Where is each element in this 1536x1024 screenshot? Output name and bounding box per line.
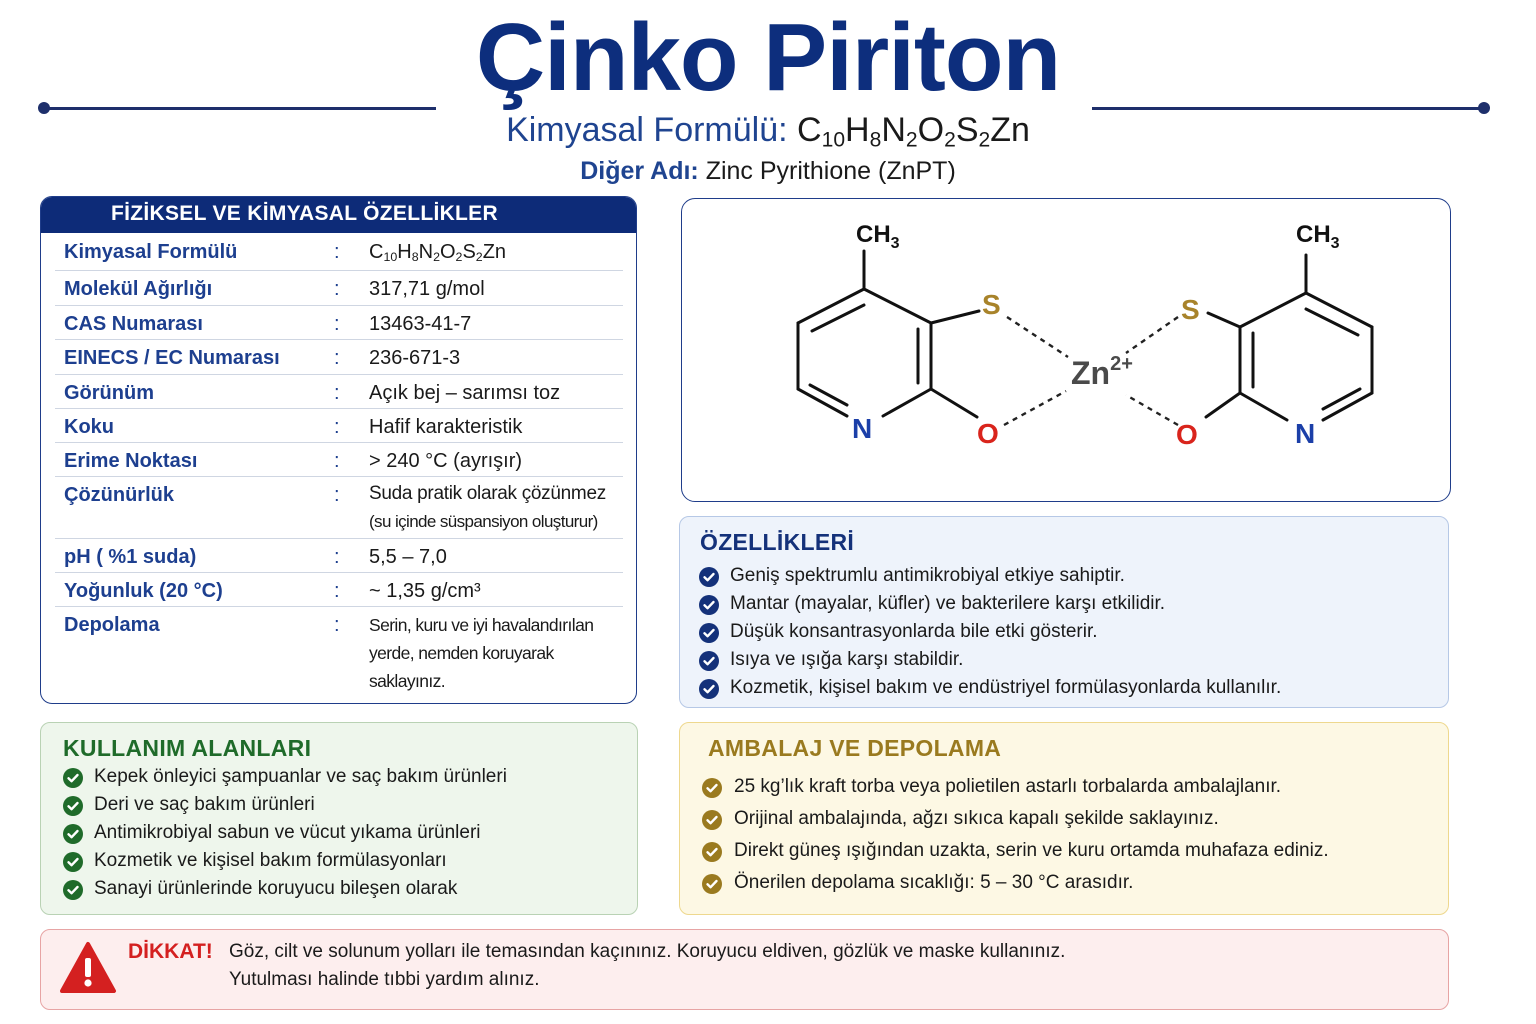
property-key: pH ( %1 suda) [64, 546, 197, 568]
property-row [55, 306, 623, 340]
property-separator: : [334, 484, 340, 506]
property-key: Yoğunluk (20 °C) [64, 580, 223, 602]
coord-bond-o-left [1004, 391, 1066, 425]
property-value: Serin, kuru ve iyi havalandırılan yerde, nemden koruyarak saklayınız. [369, 615, 594, 691]
formula-value: $C_{10}H_8N_2O_2S_2Zn$ [797, 111, 1030, 152]
property-row [55, 409, 623, 443]
check-circle-icon [699, 595, 719, 615]
property-separator: : [334, 278, 340, 300]
molecule-structure [682, 199, 1452, 503]
property-separator: : [334, 313, 340, 335]
property-value: Açık bej – sarımsı toz [369, 382, 561, 404]
check-circle-icon [63, 880, 83, 900]
list-item: Mantar (mayalar, küfler) ve bakterilere karşı etkilidir. [730, 593, 1166, 614]
property-separator: : [334, 382, 340, 404]
properties-card [40, 196, 637, 704]
properties-header: FİZİKSEL VE KİMYASAL ÖZELLİKLER [41, 197, 636, 233]
property-separator: : [334, 580, 340, 602]
other-name-line [0, 156, 1536, 186]
property-row [55, 443, 623, 477]
property-key: Kimyasal Formülü [64, 241, 238, 263]
double-bond-left-b [810, 385, 847, 405]
bond-right-s [1208, 313, 1240, 327]
property-separator: : [334, 614, 340, 636]
property-key: EINECS / EC Numarası [64, 347, 280, 369]
property-value: 13463-41-7 [369, 313, 472, 335]
list-item: Önerilen depolama sıcaklığı: 5 – 30 °C arasıdır. [734, 872, 1134, 893]
check-circle-icon [63, 852, 83, 872]
nitrogen-left-label: N [852, 413, 873, 444]
property-value: 236-671-3 [369, 347, 461, 369]
other-name-value: Zinc Pyrithione (ZnPT) [705, 157, 956, 185]
property-separator: : [334, 546, 340, 568]
list-item: Antimikrobiyal sabun ve vücut yıkama ürünleri [94, 822, 481, 843]
property-separator: : [334, 450, 340, 472]
property-key: Erime Noktası [64, 450, 198, 472]
warning-line-2: Yutulması halinde tıbbi yardım alınız. [229, 969, 540, 990]
warning-label: DİKKAT! [128, 940, 213, 963]
check-circle-icon [702, 874, 722, 894]
list-item: 25 kg’lık kraft torba veya polietilen astarlı torbalarda ambalajlanır. [734, 776, 1282, 797]
bond-left-1 [798, 289, 864, 323]
list-item: Kozmetik ve kişisel bakım formülasyonları [94, 850, 447, 871]
other-name-label: Diğer Adı: [580, 157, 699, 185]
check-circle-icon [63, 796, 83, 816]
bond-left-4 [883, 389, 931, 416]
packaging-card [679, 722, 1449, 915]
property-key: Depolama [64, 614, 160, 636]
check-circle-icon [699, 651, 719, 671]
list-item: Orijinal ambalajında, ağzı sıkıca kapalı şekilde saklayınız. [734, 808, 1219, 829]
property-row [55, 573, 623, 607]
features-card [679, 516, 1449, 708]
list-item: Deri ve saç bakım ürünleri [94, 794, 315, 815]
property-row [55, 539, 623, 573]
property-row [55, 340, 623, 375]
bond-right-1 [1306, 293, 1372, 327]
list-item: Isıya ve ışığa karşı stabildir. [730, 649, 964, 670]
coord-bond-s-left [1007, 317, 1068, 357]
packaging-title: AMBALAJ VE DEPOLAMA [708, 735, 1002, 761]
nitrogen-right-label: N [1295, 418, 1316, 449]
property-value: ~ 1,35 g/cm³ [369, 580, 481, 602]
list-item: Geniş spektrumlu antimikrobiyal etkiye sahiptir. [730, 565, 1125, 586]
property-key: Görünüm [64, 382, 154, 404]
check-circle-icon [702, 778, 722, 798]
warning-triangle-icon [59, 940, 117, 996]
property-value: Hafif karakteristik [369, 416, 523, 438]
check-circle-icon [702, 842, 722, 862]
check-circle-icon [699, 567, 719, 587]
list-item: Kepek önleyici şampuanlar ve saç bakım ürünleri [94, 766, 507, 787]
list-item: Sanayi ürünlerinde koruyucu bileşen olarak [94, 878, 458, 899]
double-bond-right-b [1323, 389, 1360, 409]
features-title: ÖZELLİKLERİ [700, 529, 855, 555]
sulfur-left-label: S [982, 289, 1001, 320]
page-title: Çinko Piriton [475, 4, 1061, 111]
usage-card [40, 722, 638, 915]
check-circle-icon [699, 623, 719, 643]
property-value: 5,5 – 7,0 [369, 546, 447, 568]
property-value: 317,71 g/mol [369, 278, 485, 300]
property-key: Çözünürlük [64, 484, 174, 506]
bond-left-s [931, 311, 979, 323]
formula-label: Kimyasal Formülü: [506, 111, 788, 149]
bond-right-4 [1240, 393, 1287, 420]
bond-left-6 [864, 289, 931, 323]
property-key: Koku [64, 416, 114, 438]
usage-title: KULLANIM ALANLARI [63, 735, 312, 761]
coord-bond-o-right [1126, 395, 1178, 425]
double-bond-right-a [1306, 309, 1358, 335]
property-key: Molekül Ağırlığı [64, 278, 213, 300]
oxygen-left-label: O [977, 418, 999, 449]
property-value: $C_{10}H_8N_2O_2S_2Zn$ [369, 241, 507, 265]
structure-card [681, 198, 1451, 502]
property-value: Suda pratik olarak çözünmez (su içinde süspansiyon oluşturur) [369, 483, 606, 531]
check-circle-icon [63, 824, 83, 844]
ch3-left-label: $CH_3$ [856, 221, 900, 252]
property-row [55, 234, 623, 271]
oxygen-right-label: O [1176, 419, 1198, 450]
ch3-right-label: $CH_3$ [1296, 221, 1340, 252]
double-bond-left-a [812, 305, 864, 331]
property-row [55, 607, 623, 691]
formula-line [0, 110, 1536, 150]
coord-bond-s-right [1126, 317, 1178, 353]
property-key: CAS Numarası [64, 313, 203, 335]
list-item: Direkt güneş ışığından uzakta, serin ve kuru ortamda muhafaza ediniz. [734, 840, 1329, 861]
warning-line-1: Göz, cilt ve solunum yolları ile temasından kaçınınız. Koruyucu eldiven, gözlük ve maske kullanınız. [229, 941, 1066, 962]
bond-right-6 [1240, 293, 1306, 327]
list-item: Düşük konsantrasyonlarda bile etki gösterir. [730, 621, 1098, 642]
property-row [55, 477, 623, 539]
property-separator: : [334, 241, 340, 263]
bond-left-o [931, 389, 977, 417]
property-row [55, 271, 623, 306]
warning-card [40, 929, 1449, 1010]
property-row [55, 375, 623, 409]
sulfur-right-label: S [1181, 294, 1200, 325]
zinc-label: $Zn^{2+}$ [1071, 353, 1133, 391]
check-circle-icon [702, 810, 722, 830]
property-separator: : [334, 416, 340, 438]
property-value: > 240 °C (ayrışır) [369, 450, 523, 472]
check-circle-icon [63, 768, 83, 788]
check-circle-icon [699, 679, 719, 699]
bond-right-o [1206, 393, 1240, 417]
property-separator: : [334, 347, 340, 369]
list-item: Kozmetik, kişisel bakım ve endüstriyel formülasyonlarda kullanılır. [730, 677, 1282, 698]
